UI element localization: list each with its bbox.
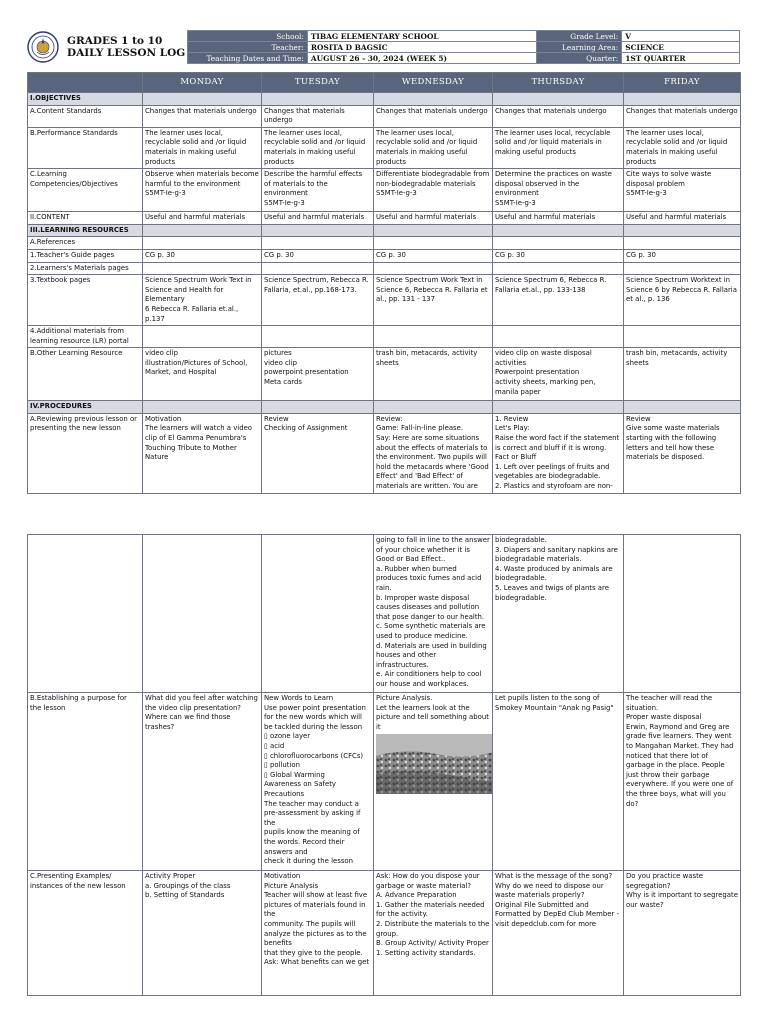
header-info-grid	[187, 30, 740, 64]
cell-wednesday: Science Spectrum Work Text in Science 6, Rebecca R. Fallaria et al., pp. 131 - 137	[374, 275, 493, 326]
cell-friday: The learner uses local, recyclable solid and /or liquid materials in making useful products	[624, 127, 741, 168]
cell-monday: video clip illustration/Pictures of School, Market, and Hospital	[143, 348, 262, 401]
row-label: C.Presenting Examples/ instances of the new lesson	[28, 871, 143, 996]
lesson-row	[28, 413, 741, 493]
cell-tuesday: Science Spectrum, Rebecca R. Fallaria, et.al., pp.168-173.	[262, 275, 374, 326]
lesson-log-table-page-2	[27, 534, 741, 996]
page-one	[0, 0, 768, 491]
cell-wednesday: trash bin, metacards, activity sheets	[374, 348, 493, 401]
cell-tuesday: Describe the harmful effects of materials to the environment S5MT-Ie-g-3	[262, 169, 374, 212]
cell-text: The teacher will read the situation. Proper waste disposal Erwin, Raymond and Greg are grade five learners. They went to Mangahan Market. They had noticed that there lot of garbage in the place. People just throw their garbage everywhere. If you were one of the three boys, what will you do?	[626, 694, 734, 808]
day-header-thursday: THURSDAY	[493, 73, 624, 93]
row-label	[28, 535, 143, 693]
row-label: C.Learning Competencies/Objectives	[28, 169, 143, 212]
learning-area-value: SCIENCE	[622, 42, 740, 53]
document-header	[27, 30, 740, 64]
lesson-row	[28, 693, 741, 871]
row-label: B.Performance Standards	[28, 127, 143, 168]
cell-monday: Useful and harmful materials	[143, 212, 262, 225]
cell-wednesday	[374, 224, 493, 237]
lesson-row	[28, 105, 741, 127]
quarter-label: Quarter:	[537, 53, 622, 64]
row-label: I.OBJECTIVES	[28, 93, 143, 106]
cell-text: Activity Proper a. Groupings of the class b. Setting of Standards	[145, 872, 231, 900]
cell-thursday: video clip on waste disposal activities Powerpoint presentation activity sheets, marking pen, manila paper	[493, 348, 624, 401]
lesson-row	[28, 535, 741, 693]
cell-tuesday: The learner uses local, recyclable solid and /or liquid materials in making useful products	[262, 127, 374, 168]
lesson-row	[28, 127, 741, 168]
cell-monday	[143, 93, 262, 106]
row-label: A.References	[28, 237, 143, 250]
cell-friday	[624, 93, 741, 106]
title-line-1: GRADES 1 to 10	[67, 35, 163, 47]
cell-tuesday: Useful and harmful materials	[262, 212, 374, 225]
document-title	[67, 35, 185, 59]
quarter-value: 1ST QUARTER	[622, 53, 740, 64]
cell-thursday: Changes that materials undergo	[493, 105, 624, 127]
lesson-row	[28, 237, 741, 250]
cell-tuesday	[262, 535, 374, 693]
school-label: School:	[188, 31, 308, 42]
cell-wednesday	[374, 93, 493, 106]
cell-thursday	[493, 693, 624, 871]
cell-wednesday: Useful and harmful materials	[374, 212, 493, 225]
cell-tuesday	[262, 401, 374, 414]
cell-friday	[624, 401, 741, 414]
row-label: II.CONTENT	[28, 212, 143, 225]
cell-friday	[624, 262, 741, 275]
cell-text: going to fall in line to the answer of your choice whether it is Good or Bad Effect.. a. Rubber when burned produces toxic fumes and acid rain. b. Improper waste disposal causes diseases and pollution that pose danger to our health. c. Some synthetic materials are used to produce medicine. d. Materials are used in building houses and other infrastructures. e. Air conditioners help to cool our house and workplaces.	[376, 536, 490, 688]
cell-friday	[624, 237, 741, 250]
learning-area-label: Learning Area:	[537, 42, 622, 53]
row-label: III.LEARNING RESOURCES	[28, 224, 143, 237]
cell-text: Ask: How do you dispose your garbage or waste material? A. Advance Preparation 1. Gather the materials needed for the activity. 2. Distribute the materials to the group. B. Group Activity/ Activity Proper 1. Setting activity standards.	[376, 872, 490, 957]
cell-monday: Motivation The learners will watch a video clip of El Gamma Penumbra's Touching Tribute to Mother Nature	[143, 413, 262, 493]
cell-thursday	[493, 224, 624, 237]
cell-thursday	[493, 237, 624, 250]
cell-monday	[143, 401, 262, 414]
row-label: B.Establishing a purpose for the lesson	[28, 693, 143, 871]
cell-text: What did you feel after watching the video clip presentation? Where can we find those trashes?	[145, 694, 258, 731]
teacher-value: ROSITA D BAGSIC	[307, 42, 537, 53]
cell-wednesday	[374, 871, 493, 996]
cell-wednesday	[374, 401, 493, 414]
cell-wednesday: Differentiate biodegradable from non-biodegradable materials S5MT-Ie-g-3	[374, 169, 493, 212]
day-header-monday: MONDAY	[143, 73, 262, 93]
cell-wednesday: CG p. 30	[374, 249, 493, 262]
cell-monday	[143, 326, 262, 348]
cell-thursday: CG p. 30	[493, 249, 624, 262]
cell-friday: Useful and harmful materials	[624, 212, 741, 225]
row-label: IV.PROCEDURES	[28, 401, 143, 414]
cell-friday	[624, 535, 741, 693]
row-label: 4.Additional materials from learning resource (LR) portal	[28, 326, 143, 348]
teacher-label: Teacher:	[188, 42, 308, 53]
cell-friday: Review Give some waste materials starting with the following letters and tell how these materials be disposed.	[624, 413, 741, 493]
cell-tuesday	[262, 326, 374, 348]
lesson-row	[28, 212, 741, 225]
cell-wednesday	[374, 326, 493, 348]
garbage-dump-photo	[376, 734, 493, 794]
day-header-tuesday: TUESDAY	[262, 73, 374, 93]
page-two	[0, 530, 768, 1024]
cell-tuesday	[262, 224, 374, 237]
lesson-row	[28, 401, 741, 414]
cell-monday: The learner uses local, recyclable solid and /or liquid materials in making useful products	[143, 127, 262, 168]
lesson-row	[28, 262, 741, 275]
cell-tuesday	[262, 262, 374, 275]
cell-monday	[143, 693, 262, 871]
cell-wednesday	[374, 262, 493, 275]
cell-friday	[624, 871, 741, 996]
lesson-log-table-page-1	[27, 72, 741, 494]
lesson-row	[28, 224, 741, 237]
cell-friday: trash bin, metacards, activity sheets	[624, 348, 741, 401]
cell-tuesday	[262, 93, 374, 106]
cell-tuesday	[262, 237, 374, 250]
cell-friday	[624, 326, 741, 348]
cell-text: biodegradable. 3. Diapers and sanitary napkins are biodegradable materials. 4. Waste produced by animals are biodegradable. 5. Leaves and twigs of plants are biodegradable.	[495, 536, 618, 602]
cell-thursday	[493, 262, 624, 275]
cell-tuesday: CG p. 30	[262, 249, 374, 262]
cell-tuesday	[262, 693, 374, 871]
cell-text: Do you practice waste segregation? Why is it important to segregate our waste?	[626, 872, 738, 909]
cell-text: Let pupils listen to the song of Smokey Mountain "Anak ng Pasig"	[495, 694, 614, 712]
lesson-row	[28, 169, 741, 212]
cell-friday	[624, 224, 741, 237]
cell-thursday: Useful and harmful materials	[493, 212, 624, 225]
cell-friday: Cite ways to solve waste disposal problem S5MT-Ie-g-3	[624, 169, 741, 212]
school-value: TIBAG ELEMENTARY SCHOOL	[307, 31, 537, 42]
row-label: 1.Teacher's Guide pages	[28, 249, 143, 262]
cell-monday: Science Spectrum Work Text in Science and Health for Elementary 6 Rebecca R. Fallaria et.al., p.137	[143, 275, 262, 326]
cell-tuesday: Review Checking of Assignment	[262, 413, 374, 493]
cell-wednesday	[374, 237, 493, 250]
cell-monday: CG p. 30	[143, 249, 262, 262]
cell-monday	[143, 262, 262, 275]
cell-thursday: The learner uses local, recyclable solid and /or liquid materials in making useful products	[493, 127, 624, 168]
cell-wednesday: Changes that materials undergo	[374, 105, 493, 127]
deped-seal-icon	[27, 31, 59, 63]
lesson-row	[28, 275, 741, 326]
day-header-row	[28, 73, 741, 93]
cell-friday	[624, 693, 741, 871]
cell-friday: Changes that materials undergo	[624, 105, 741, 127]
grade-level-value: V	[622, 31, 740, 42]
row-label: A.Reviewing previous lesson or presenting the new lesson	[28, 413, 143, 493]
cell-monday	[143, 871, 262, 996]
lesson-row	[28, 871, 741, 996]
lesson-row	[28, 326, 741, 348]
row-label: A.Content Standards	[28, 105, 143, 127]
row-label: B.Other Learning Resource	[28, 348, 143, 401]
cell-thursday: 1. Review Let's Play: Raise the word fact if the statement is correct and bluff if it is wrong. Fact or Bluff 1. Left over peelings of fruits and vegetables are biodegradable. 2. Plastics and styrofoam are non-	[493, 413, 624, 493]
cell-monday	[143, 224, 262, 237]
cell-monday	[143, 535, 262, 693]
cell-wednesday	[374, 693, 493, 871]
cell-text: Picture Analysis. Let the learners look at the picture and tell something about it	[376, 694, 489, 731]
cell-wednesday: Review: Game: Fall-in-line please. Say: Here are some situations about the effects of materials to the environment. Two pupils will hold the metacards where 'Good Effect' and 'Bad Effect' of materials are written. You are	[374, 413, 493, 493]
grade-level-label: Grade Level:	[537, 31, 622, 42]
cell-text: Motivation Picture Analysis Teacher will show at least five pictures of materials found in the community. The pupils will analyze the pictures as to the benefits that they give to the people. Ask: What benefits can we get	[264, 872, 370, 967]
cell-thursday	[493, 326, 624, 348]
cell-friday: Science Spectrum Worktext in Science 6 by Rebecca R. Fallaria et al., p. 136	[624, 275, 741, 326]
teaching-dates-value: AUGUST 26 - 30, 2024 (WEEK 5)	[307, 53, 537, 64]
day-header-wednesday: WEDNESDAY	[374, 73, 493, 93]
cell-thursday	[493, 871, 624, 996]
cell-thursday: Determine the practices on waste disposal observed in the environment S5MT-Ie-g-3	[493, 169, 624, 212]
cell-thursday	[493, 93, 624, 106]
day-header-friday: FRIDAY	[624, 73, 741, 93]
cell-wednesday	[374, 535, 493, 693]
teaching-dates-label: Teaching Dates and Time:	[188, 53, 308, 64]
row-label: 2.Learners's Materials pages	[28, 262, 143, 275]
row-label: 3.Textbook pages	[28, 275, 143, 326]
cell-friday: CG p. 30	[624, 249, 741, 262]
lesson-row	[28, 93, 741, 106]
cell-thursday	[493, 535, 624, 693]
lesson-row	[28, 348, 741, 401]
cell-wednesday: The learner uses local, recyclable solid and /or liquid materials in making useful products	[374, 127, 493, 168]
cell-thursday: Science Spectrum 6, Rebecca R. Fallaria et.al., pp. 133-138	[493, 275, 624, 326]
cell-monday: Observe when materials become harmful to the environment S5MT-Ie-g-3	[143, 169, 262, 212]
lesson-row	[28, 249, 741, 262]
cell-thursday	[493, 401, 624, 414]
cell-tuesday: pictures video clip powerpoint presentation Meta cards	[262, 348, 374, 401]
title-line-2: DAILY LESSON LOG	[67, 47, 186, 59]
cell-tuesday: Changes that materials undergo	[262, 105, 374, 127]
cell-monday: Changes that materials undergo	[143, 105, 262, 127]
cell-monday	[143, 237, 262, 250]
cell-tuesday	[262, 871, 374, 996]
cell-text: New Words to Learn Use power point presentation for the new words which will be tackled during the lesson ▯ ozone layer ▯ acid ▯ chlorofluorocarbons (CFCs) ▯ pollution ▯ Global Warming Awareness on Safety Precautions The teacher may conduct a pre-assessment by asking if the pupils know the meaning of the words. Record their answers and check it during the lesson	[264, 694, 366, 866]
cell-text: What is the message of the song? Why do we need to dispose our waste materials properly? Original File Submitted and Formatted by DepEd Club Member - visit depedclub.com for more	[495, 872, 619, 928]
